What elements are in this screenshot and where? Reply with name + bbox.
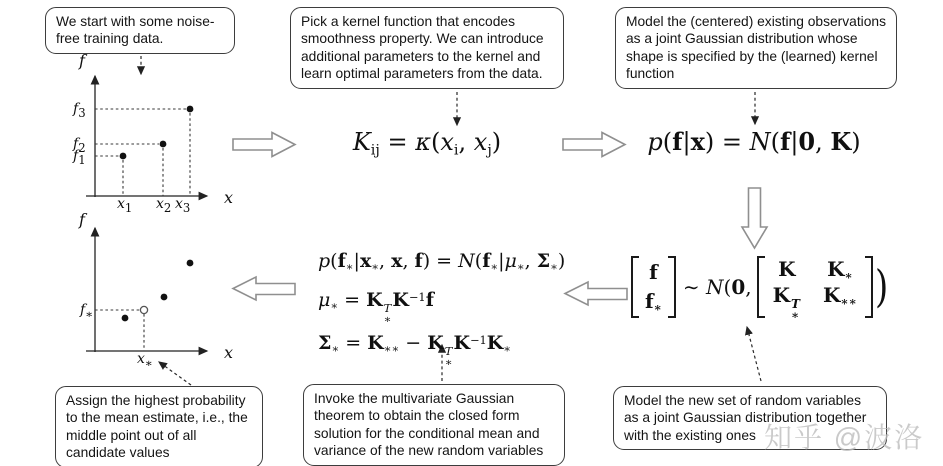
block-arrow-right-icon [233,133,295,157]
matrix-cell-K-star: $K_∗$ [827,257,853,283]
dashed-connector-up [747,327,761,381]
posterior-line-1: $p(f_∗|x_∗$, x, $f) = N(f_∗|\mu_∗$, $\Sigma_∗$) [318,250,566,274]
prediction-plot [86,228,207,352]
callout-training-data: We start with some noise-free training data. [45,7,235,54]
posterior-covariance-line: $\Sigma_∗ = K_{∗∗} - K$ T ∗ $K^{-1}K_∗$ [318,332,512,369]
predicted-point-open-circle [140,306,147,313]
prior-formula: p(f|x) = N(f|0, K) [647,127,861,156]
guide-dashes [95,310,144,351]
data-points [120,106,194,160]
joint-distribution-formula [631,256,889,323]
right-bracket [865,256,873,318]
block-arrow-down-icon [742,188,767,248]
posterior-mean-line: $\mu_∗ = K$ T ∗ $K^{-1}f$ [318,289,434,327]
callout-multivariate-theorem: Invoke the multivariate Gaussian theorem to obtain the closed form solution for the conditional mean and variance of the new random variables [303,384,565,466]
guide-dashes [95,109,190,196]
covariance-matrix [765,256,865,323]
tick-f-star: $f_∗$ [80,302,94,321]
posterior-formula-block [318,246,565,368]
left-bracket [757,256,765,318]
data-points [122,260,194,322]
right-bracket [668,256,676,318]
callout-joint-gaussian: Model the (centered) existing observations as a joint Gaussian distribution whose shape is specified by the (learned) kernel function [615,7,897,89]
vector-f: f [649,259,658,284]
tick-f1: $f_1$ [73,148,86,167]
x-axis-label: x [224,188,234,207]
distributed-as: ∼ N(0, [682,275,752,299]
callout-mean-estimate: Assign the highest probability to the mean estimate, i.e., the middle point out of all candidate values [55,386,263,466]
f-vector [639,256,668,318]
f-axis-label: f [79,51,85,70]
f-axis-label: f [79,210,85,229]
callout-new-random-variables: Model the new set of random variables as a joint Gaussian distribution together with the existing ones [613,386,887,450]
matrix-cell-K-star-T: K T ∗ [772,282,800,323]
matrix-cell-K: K [778,257,796,281]
kernel-formula: $K_{ij} = \kappa(x_i$, $x_j$) [352,128,502,159]
block-arrow-left-icon [565,282,627,305]
dashed-connector-up [159,362,191,385]
tick-x3: $x_3$ [175,196,191,215]
tick-x-star: $x_∗$ [137,351,153,370]
closing-paren: ) [874,261,889,313]
training-data-plot [86,76,207,197]
vector-f-star: $f_∗$ [645,288,662,315]
tick-f2: $f_2$ [73,136,86,155]
block-arrow-right-icon [563,133,625,157]
tick-f3: $f_3$ [73,101,86,120]
x-axis-label: x [224,343,234,362]
tick-x2: $x_2$ [156,196,172,215]
left-bracket [631,256,639,318]
matrix-cell-K-star-star: $K_{∗∗}$ [822,282,857,309]
tick-x1: $x_1$ [117,196,133,215]
block-arrow-left-icon [233,277,295,300]
zhihu-watermark: 知乎 @波洛 [764,422,925,453]
callout-kernel-function: Pick a kernel function that encodes smoothness property. We can introduce additional parameters to the kernel and learn optimal parameters from the data. [290,7,564,89]
